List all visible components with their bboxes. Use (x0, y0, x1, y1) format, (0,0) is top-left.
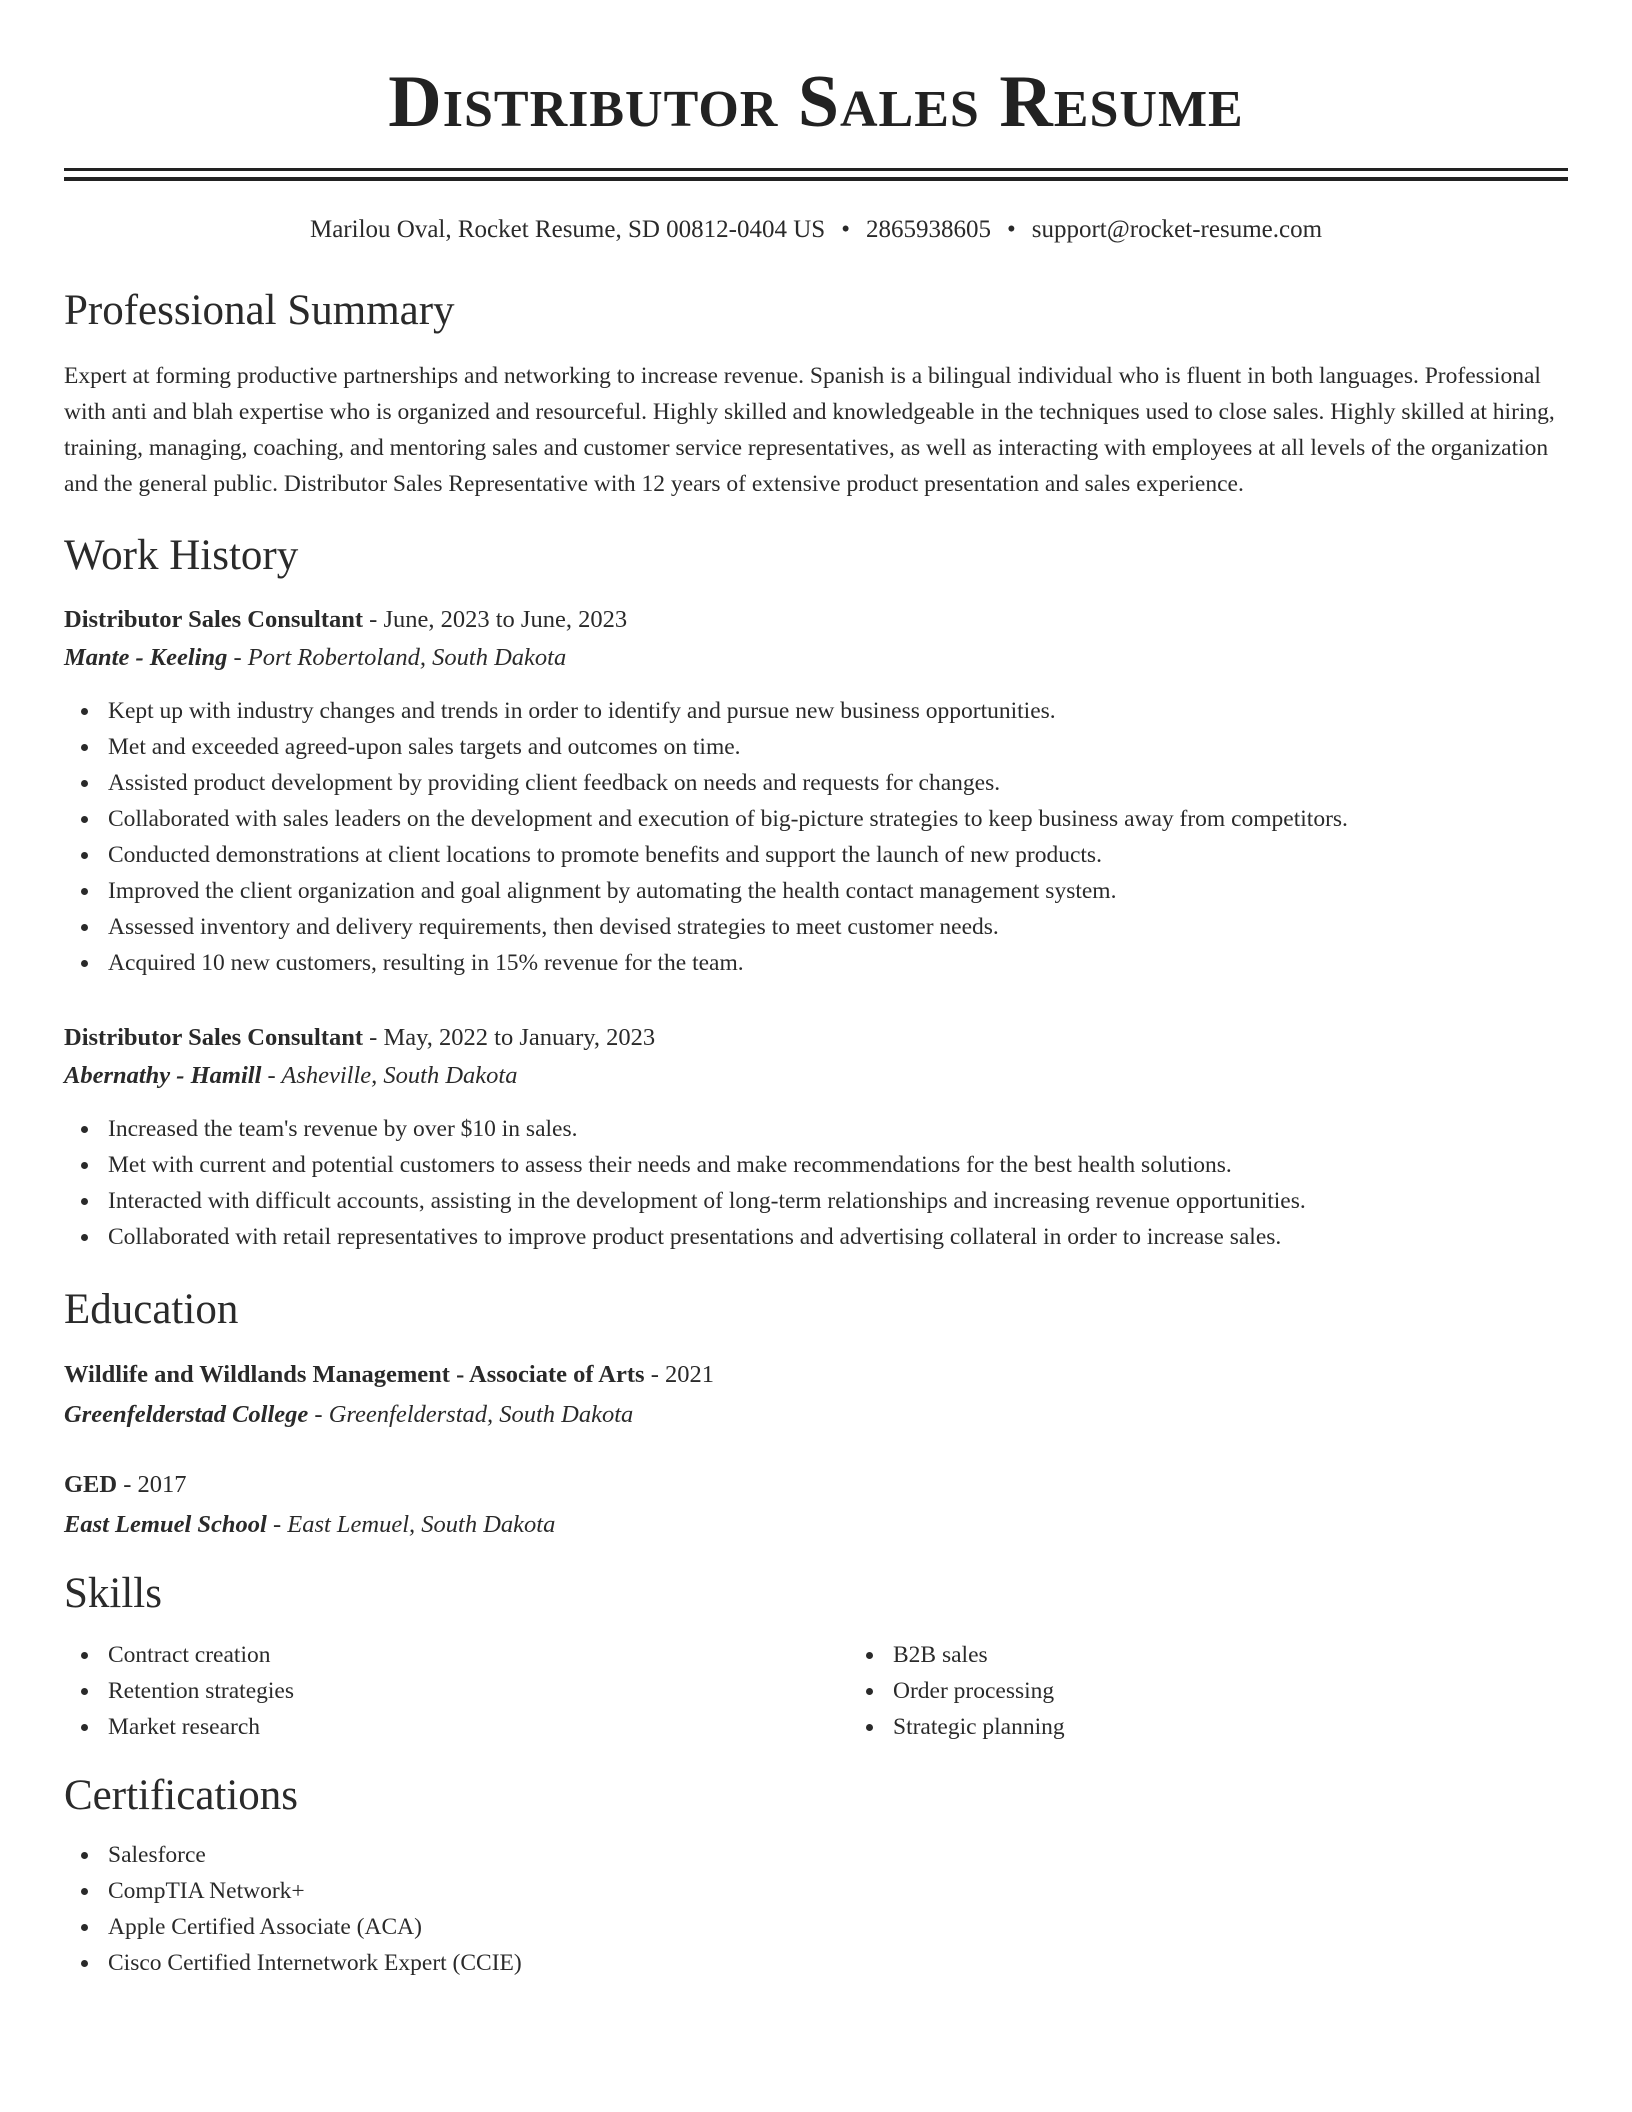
professional-summary-section (64, 286, 1568, 502)
job-dates: - May, 2022 to January, 2023 (363, 1024, 656, 1051)
job-bullet: Assisted product development by providing client feedback on needs and requests for changes. (108, 765, 1568, 801)
summary-text: Expert at forming productive partnerships and networking to increase revenue. Spanish is a bilingual individual who is fluent in both languages. Professional with anti and blah expertise who is organized and resourceful. Highly skilled and knowledgeable in the techniques used to close sales. Highly skilled at hiring, training, managing, coaching, and mentoring sales and customer service representatives, as well as interacting with employees at all levels of the organization and the general public. Distributor Sales Representative with 12 years of extensive product presentation and sales experience. (64, 363, 1555, 497)
school-name: East Lemuel School (64, 1511, 267, 1538)
job-bullet: Acquired 10 new customers, resulting in 15% revenue for the team. (108, 945, 1568, 981)
school-line (64, 1395, 1568, 1435)
job-bullets (64, 693, 1568, 981)
job-company-line (64, 639, 1568, 677)
education-section (64, 1285, 1568, 1545)
job-title: Distributor Sales Consultant (64, 1024, 364, 1051)
contact-phone: 2865938605 (865, 216, 991, 243)
job-bullet: Improved the client organization and goal alignment by automating the health contact management system. (108, 873, 1568, 909)
job-bullet: Conducted demonstrations at client locations to promote benefits and support the launch of new products. (108, 837, 1568, 873)
skill-item: Contract creation (108, 1637, 849, 1673)
job-bullet: Assessed inventory and delivery requirements, then devised strategies to meet customer needs. (108, 909, 1568, 945)
contact-info (64, 215, 1568, 245)
degree: Wildlife and Wildlands Management - Associate of Arts (64, 1361, 645, 1388)
skills-grid (64, 1637, 1568, 1745)
job-title-line (64, 1019, 1568, 1057)
work-history-heading: Work History (64, 532, 299, 579)
skill-item: B2B sales (893, 1637, 1632, 1673)
work-history-section (64, 531, 1568, 1255)
resume-title: Distributor Sales Resume (388, 61, 1244, 143)
skills-section (64, 1569, 1568, 1745)
job-bullet: Increased the team's revenue by over $10 in sales. (108, 1111, 1568, 1147)
skill-item: Retention strategies (108, 1673, 849, 1709)
degree: GED (64, 1471, 118, 1498)
job-location: - Asheville, South Dakota (261, 1062, 518, 1089)
school-location: - East Lemuel, South Dakota (266, 1511, 556, 1538)
job-location: - Port Robertoland, South Dakota (227, 644, 567, 671)
job-bullet: Met and exceeded agreed-upon sales targets and outcomes on time. (108, 729, 1568, 765)
skill-item: Market research (108, 1709, 849, 1745)
certifications-section (64, 1771, 1568, 1981)
job-bullet: Collaborated with sales leaders on the development and execution of big-picture strategies to keep business away from competitors. (108, 801, 1568, 837)
skill-item: Strategic planning (893, 1709, 1632, 1745)
job-bullets (64, 1111, 1568, 1255)
job-company: Mante - Keeling (64, 644, 228, 671)
education-heading: Education (64, 1286, 239, 1333)
certification-item: Apple Certified Associate (ACA) (108, 1909, 1568, 1945)
certification-item: CompTIA Network+ (108, 1873, 1568, 1909)
certification-item: Salesforce (108, 1837, 1568, 1873)
skills-column-right (849, 1637, 1632, 1745)
summary-heading: Professional Summary (64, 287, 455, 334)
job-bullet: Met with current and potential customers to assess their needs and make recommendations for the best health solutions. (108, 1147, 1568, 1183)
job-bullet: Interacted with difficult accounts, assisting in the development of long-term relationships and increasing revenue opportunities. (108, 1183, 1568, 1219)
job-title-line (64, 601, 1568, 639)
skills-heading: Skills (64, 1570, 162, 1617)
title-divider-top (64, 168, 1568, 171)
job-entry (64, 601, 1568, 981)
school-name: Greenfelderstad College (64, 1401, 309, 1428)
education-entry (64, 1355, 1568, 1435)
title-divider-bottom (64, 177, 1568, 181)
job-company-line (64, 1057, 1568, 1095)
certifications-heading: Certifications (64, 1772, 299, 1819)
degree-line (64, 1355, 1568, 1395)
graduation-year: - 2017 (117, 1471, 187, 1498)
certifications-list (64, 1837, 1568, 1981)
job-dates: - June, 2023 to June, 2023 (363, 606, 628, 633)
school-line (64, 1505, 1568, 1545)
skill-item: Order processing (893, 1673, 1632, 1709)
contact-separator: • (841, 216, 850, 243)
school-location: - Greenfelderstad, South Dakota (308, 1401, 634, 1428)
degree-line (64, 1465, 1568, 1505)
contact-address: Marilou Oval, Rocket Resume, SD 00812-0404 US (309, 216, 826, 243)
graduation-year: - 2021 (644, 1361, 714, 1388)
job-company: Abernathy - Hamill (64, 1062, 262, 1089)
job-bullet: Kept up with industry changes and trends in order to identify and pursue new business opportunities. (108, 693, 1568, 729)
certification-item: Cisco Certified Internetwork Expert (CCIE) (108, 1945, 1568, 1981)
job-title: Distributor Sales Consultant (64, 606, 364, 633)
job-bullet: Collaborated with retail representatives to improve product presentations and advertising collateral in order to increase sales. (108, 1219, 1568, 1255)
contact-separator: • (1006, 216, 1016, 243)
education-entry (64, 1465, 1568, 1545)
job-entry (64, 1019, 1568, 1255)
skills-column-left (64, 1637, 849, 1745)
contact-email: support@rocket-resume.com (1031, 216, 1323, 243)
